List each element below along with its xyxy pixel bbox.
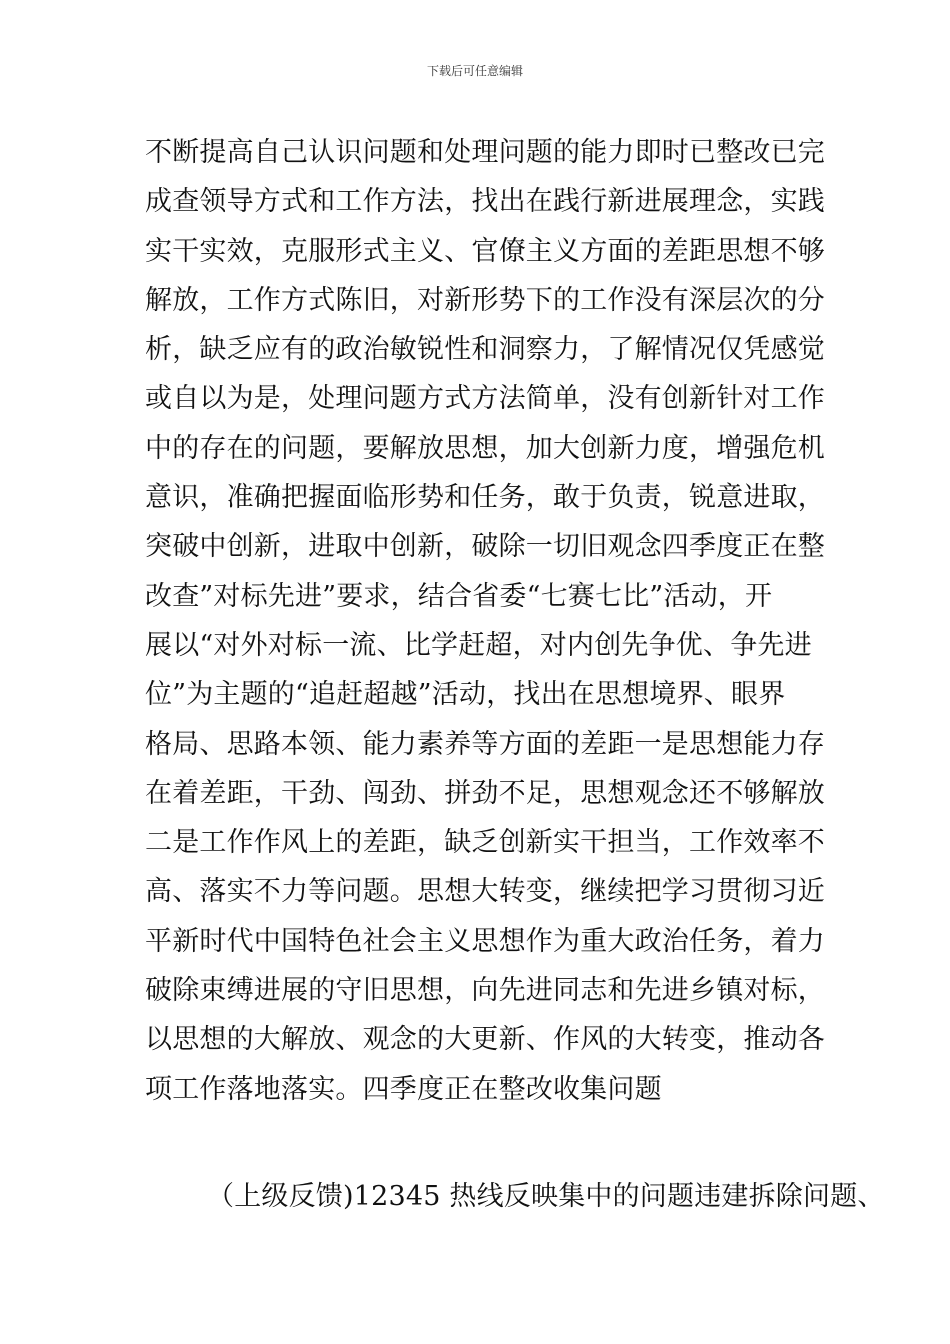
text-line: 在着差距，干劲、闯劲、拼劲不足，思想观念还不够解放 (145, 777, 825, 809)
text-line: （上级反馈)12345 热线反映集中的问题违建拆除问题、 (207, 1181, 885, 1212)
text-line: 平新时代中国特色社会主义思想作为重大政治任务，着力 (145, 925, 825, 957)
text-line: 解放，工作方式陈旧，对新形势下的工作没有深层次的分 (145, 284, 825, 316)
text-line: 高、落实不力等问题。思想大转变，继续把学习贯彻习近 (145, 876, 825, 908)
text-line: 意识，准确把握面临形势和任务，敢于负责，锐意进取， (145, 482, 825, 514)
text-line: 成查领导方式和工作方法，找出在践行新进展理念，实践 (145, 186, 825, 218)
text-line: 中的存在的问题，要解放思想，加大创新力度，增强危机 (145, 432, 825, 464)
paragraph-1 (145, 128, 825, 1114)
text-line: 不断提高自己认识问题和处理问题的能力即时已整改已完 (145, 137, 825, 168)
text-line: 突破中创新，进取中创新，破除一切旧观念四季度正在整 (145, 531, 825, 563)
text-line: 或自以为是，处理问题方式方法简单，没有创新针对工作 (145, 383, 825, 415)
text-line: 项工作落地落实。四季度正在整改收集问题 (145, 1073, 662, 1105)
text-line: 展以“对外对标一流、比学赶超，对内创先争优、争先进 (145, 629, 812, 661)
text-line: 改查”对标先进”要求，结合省委“七赛七比”活动，开 (145, 580, 773, 612)
text-line: 以思想的大解放、观念的大更新、作风的大转变，推动各 (145, 1024, 825, 1056)
text-line: 位”为主题的“追赶超越”活动，找出在思想境界、眼界 (145, 679, 786, 711)
paragraph-2 (207, 1172, 885, 1221)
text-line: 析，缺乏应有的政治敏锐性和洞察力，了解情况仅凭感觉 (145, 334, 825, 366)
header-note: 下载后可任意编辑 (426, 64, 523, 78)
text-line: 破除束缚进展的守旧思想，向先进同志和先进乡镇对标， (145, 975, 825, 1007)
text-line: 实干实效，克服形式主义、官僚主义方面的差距思想不够 (145, 235, 825, 267)
text-line: 格局、思路本领、能力素养等方面的差距一是思想能力存 (145, 728, 825, 760)
text-line: 二是工作作风上的差距，缺乏创新实干担当，工作效率不 (145, 827, 825, 859)
